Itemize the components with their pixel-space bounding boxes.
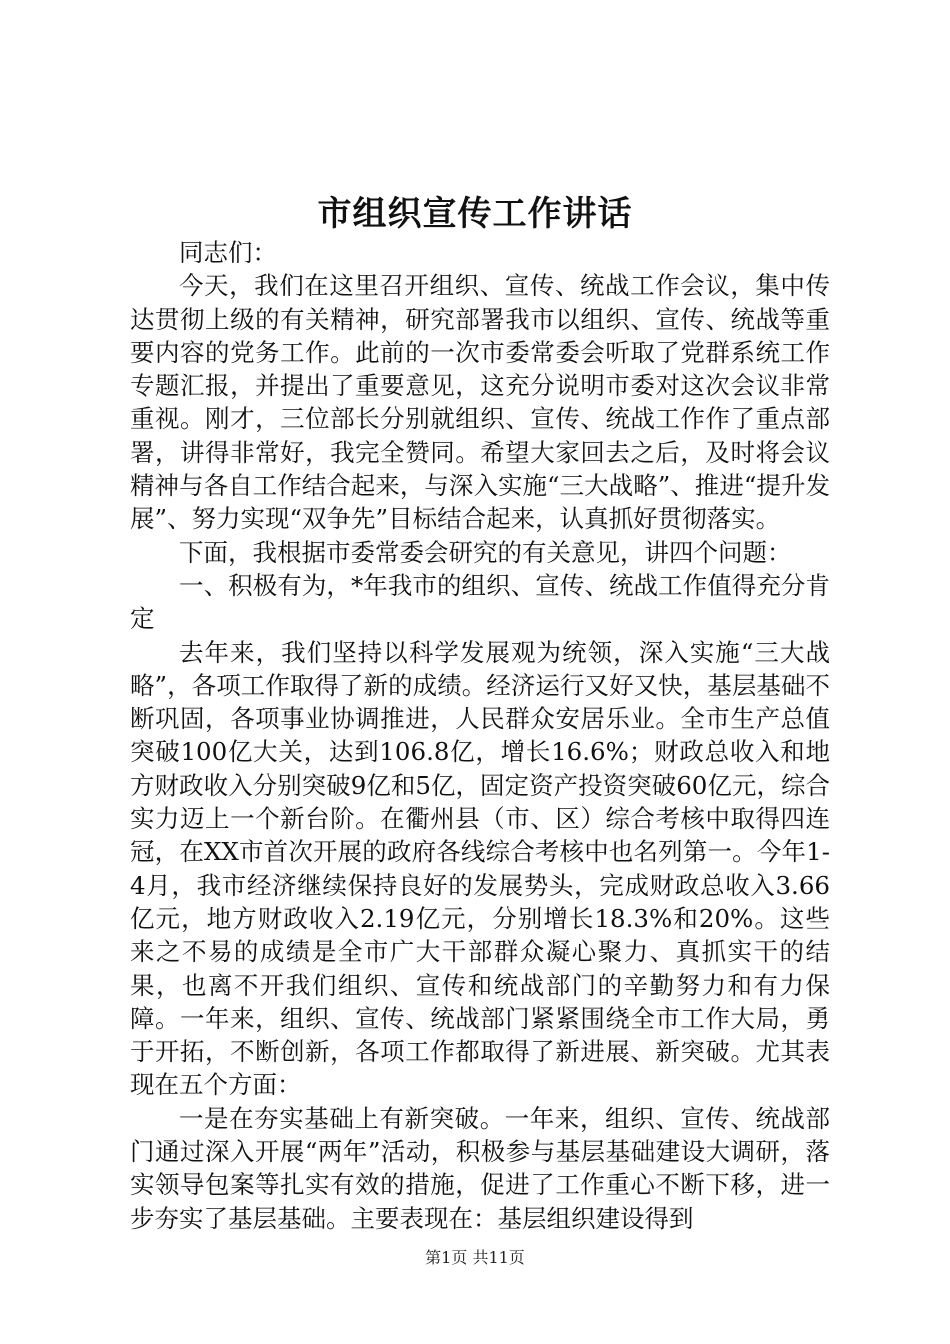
salutation: 同志们：: [179, 238, 277, 267]
paragraph: 今天，我们在这里召开组织、宣传、统战工作会议，集中传达贯彻上级的有关精神，研究部署我市以组织、宣传、统战等重要内容的党务工作。此前的一次市委常委会听取了党群系统工作专题汇报，并提出了重要意见，这充分说明市委对这次会议非常重视。刚才，三位部长分别就组织、宣传、统战工作作了重点部署，讲得非常好，我完全赞同。希望大家回去之后，及时将会议精神与各自工作结合起来，与深入实施“三大战略”、推进“提升发展”、努力实现“双争先”目标结合起来，认真抓好贯彻落实。: [130, 271, 830, 534]
paragraph: 下面，我根据市委常委会研究的有关意见，讲四个问题：: [179, 537, 792, 567]
page-footer: 第1页 共11页: [425, 1248, 525, 1267]
document-title: 市组织宣传工作讲话: [317, 194, 633, 234]
document-body: [130, 236, 830, 1235]
paragraph: 去年来，我们坚持以科学发展观为统领，深入实施“三大战略”，各项工作取得了新的成绩。经济运行又好又快，基层基础不断巩固，各项事业协调推进，人民群众安居乐业。全市生产总值突破100亿大关，达到106.8亿，增长16.6%；财政总收入和地方财政收入分别突破9亿和5亿，固定资产投资突破60亿元，综合实力迈上一个新台阶。在衢州县（市、区）综合考核中取得四连冠，在XX市首次开展的政府各线综合考核中也名列第一。今年1-4月，我市经济继续保持良好的发展势头，完成财政总收入3.66亿元，地方财政收入2.19亿元，分别增长18.3%和20%。这些来之不易的成绩是全市广大干部群众凝心聚力、真抓实干的结果，也离不开我们组织、宣传和统战部门的辛勤努力和有力保障。一年来，组织、宣传、统战部门紧紧围绕全市工作大局，勇于开拓，不断创新，各项工作都取得了新进展、新突破。尤其表现在五个方面：: [130, 637, 830, 1100]
paragraph: 一是在夯实基础上有新突破。一年来，组织、宣传、统战部门通过深入开展“两年”活动，积极参与基层基础建设大调研，落实领导包案等扎实有效的措施，促进了工作重心不断下移，进一步夯实了基层基础。主要表现在：基层组织建设得到: [130, 1103, 830, 1233]
section-heading: 一、积极有为，*年我市的组织、宣传、统战工作值得充分肯定: [130, 570, 830, 634]
